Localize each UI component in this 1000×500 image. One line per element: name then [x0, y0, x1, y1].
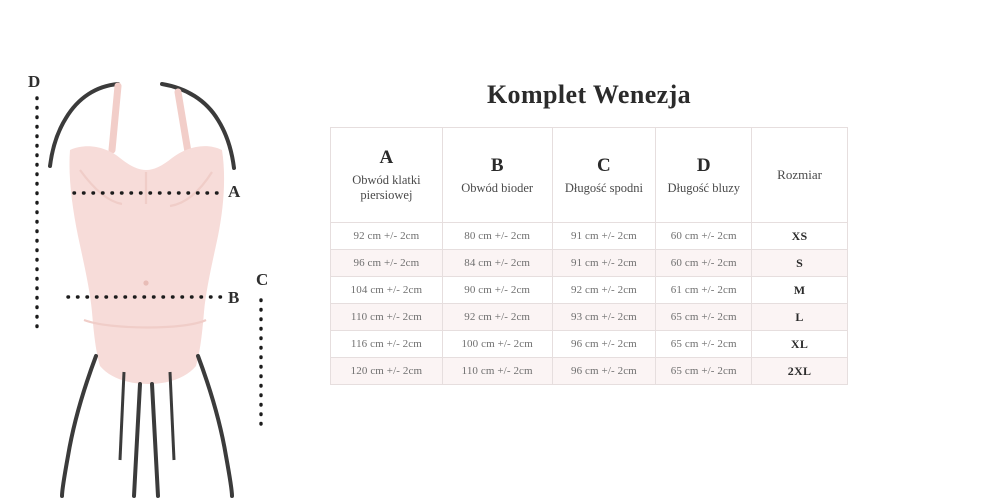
cell-hips: 90 cm +/- 2cm — [442, 277, 552, 304]
column-header-d — [656, 128, 752, 223]
cell-top-length: 65 cm +/- 2cm — [656, 304, 752, 331]
cell-pants-length: 96 cm +/- 2cm — [552, 358, 656, 385]
column-letter-d: D — [696, 154, 711, 176]
cell-hips: 80 cm +/- 2cm — [442, 223, 552, 250]
cell-hips: 84 cm +/- 2cm — [442, 250, 552, 277]
table-row — [331, 223, 848, 250]
right-leg-inner — [152, 384, 158, 496]
cell-top-length: 65 cm +/- 2cm — [656, 358, 752, 385]
cell-bust: 92 cm +/- 2cm — [331, 223, 443, 250]
page-title: Komplet Wenezja — [486, 80, 692, 109]
right-strap — [178, 92, 188, 152]
cell-pants-length: 93 cm +/- 2cm — [552, 304, 656, 331]
cell-bust: 110 cm +/- 2cm — [331, 304, 443, 331]
cell-size: L — [752, 304, 848, 331]
cell-top-length: 60 cm +/- 2cm — [656, 223, 752, 250]
cell-size: XL — [752, 331, 848, 358]
cell-top-length: 60 cm +/- 2cm — [656, 250, 752, 277]
column-text-b: Obwód bioder — [461, 180, 534, 195]
table-row — [331, 358, 848, 385]
column-text-c: Długość spodni — [564, 180, 643, 195]
column-text-d: Długość bluzy — [667, 180, 740, 195]
table-row — [331, 277, 848, 304]
body-illustration — [0, 0, 330, 500]
cell-pants-length: 91 cm +/- 2cm — [552, 250, 656, 277]
cell-size: 2XL — [752, 358, 848, 385]
cell-size: S — [752, 250, 848, 277]
table-row — [331, 304, 848, 331]
cell-hips: 110 cm +/- 2cm — [442, 358, 552, 385]
cell-bust: 116 cm +/- 2cm — [331, 331, 443, 358]
table-row — [331, 331, 848, 358]
column-letter-b: B — [490, 154, 504, 176]
column-header-a — [331, 128, 443, 223]
cell-top-length: 65 cm +/- 2cm — [656, 331, 752, 358]
column-text-a: Obwód klatki piersiowej — [352, 172, 421, 203]
cell-bust: 120 cm +/- 2cm — [331, 358, 443, 385]
garter-strap-left — [120, 372, 124, 460]
table-header — [331, 128, 848, 223]
cell-bust: 96 cm +/- 2cm — [331, 250, 443, 277]
label-c: C — [256, 270, 269, 289]
cell-bust: 104 cm +/- 2cm — [331, 277, 443, 304]
left-strap — [112, 86, 118, 150]
table-row — [331, 250, 848, 277]
cell-pants-length: 91 cm +/- 2cm — [552, 223, 656, 250]
cell-hips: 92 cm +/- 2cm — [442, 304, 552, 331]
size-table — [330, 127, 848, 385]
column-header-c — [552, 128, 656, 223]
left-leg-outer — [62, 356, 96, 496]
column-header-size — [752, 128, 848, 223]
label-b: B — [228, 288, 240, 307]
column-text-size: Rozmiar — [777, 166, 822, 182]
cell-top-length: 61 cm +/- 2cm — [656, 277, 752, 304]
column-letter-c: C — [597, 154, 611, 176]
cell-size: M — [752, 277, 848, 304]
column-letter-a: A — [379, 147, 394, 168]
body-figure-panel — [0, 0, 330, 500]
navel-dot — [143, 280, 148, 285]
cell-pants-length: 92 cm +/- 2cm — [552, 277, 656, 304]
left-leg-inner — [134, 384, 140, 496]
label-d: D — [28, 72, 41, 91]
table-body — [331, 223, 848, 385]
table-header-row — [331, 128, 848, 223]
garter-strap-right — [170, 372, 174, 460]
size-table-panel — [330, 0, 1000, 500]
cell-hips: 100 cm +/- 2cm — [442, 331, 552, 358]
label-a: A — [228, 182, 241, 201]
column-header-b — [442, 128, 552, 223]
cell-size: XS — [752, 223, 848, 250]
cell-pants-length: 96 cm +/- 2cm — [552, 331, 656, 358]
right-leg-outer — [198, 356, 232, 496]
